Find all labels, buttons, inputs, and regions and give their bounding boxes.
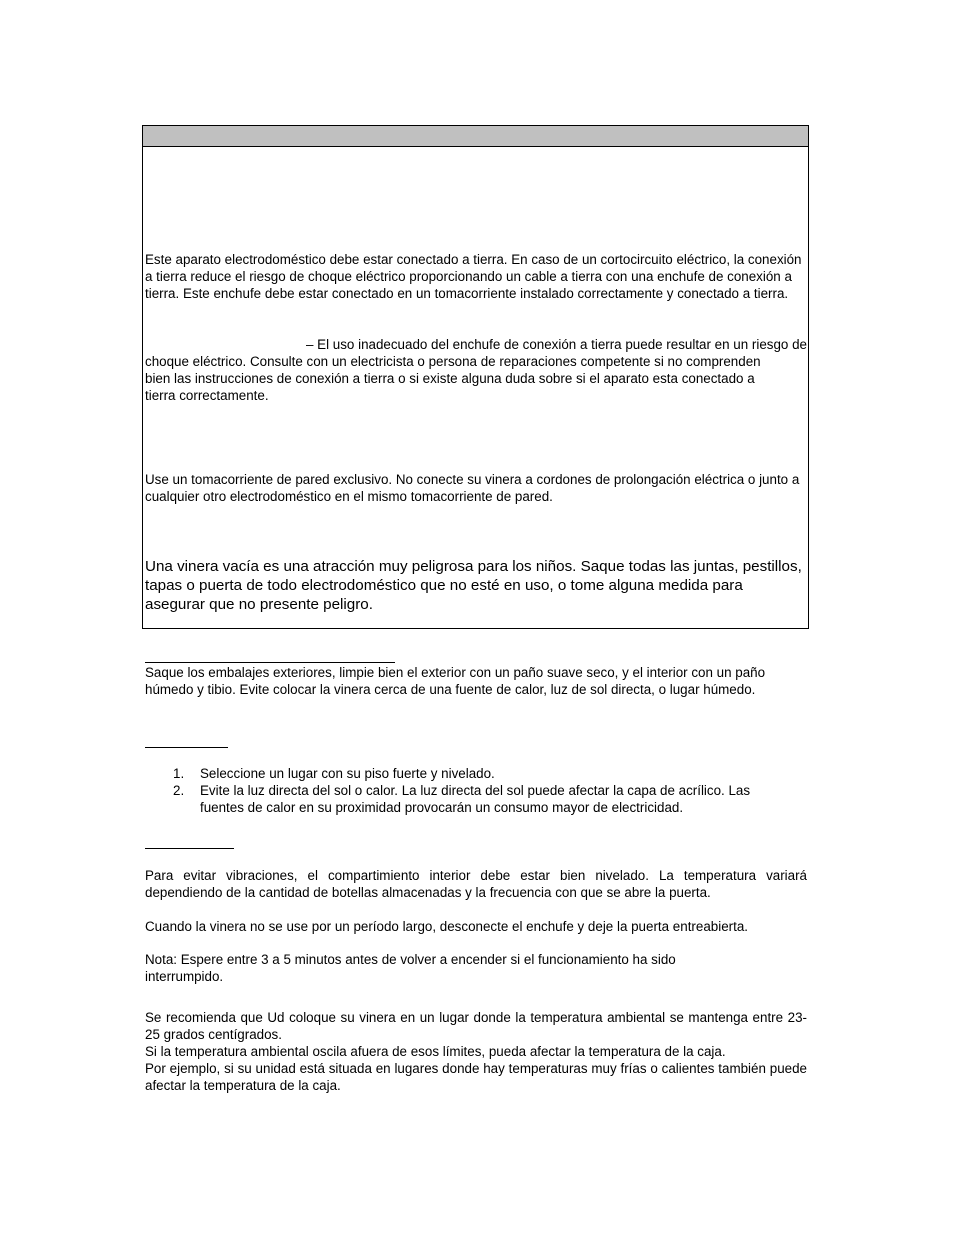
ambient-paragraph-1: Se recomienda que Ud coloque su vinera en un lugar donde la temperatura ambiental se mantenga entre 23-25 grados centígrados. (145, 1010, 807, 1042)
unpacking-paragraph: Saque los embalajes exteriores, limpie bien el exterior con un paño suave seco, y el interior con un paño húmedo y tibio. Evite colocar la vinera cerca de una fuente de calor, luz de sol directa, o lugar húmedo. (145, 665, 766, 697)
list-item-text: Seleccione un lugar con su piso fuerte y nivelado. (200, 766, 495, 781)
list-item-text: Evite la luz directa del sol o calor. La luz directa del sol puede afectar la capa de acrílico. Las fuentes de calor en su proximidad provocarán un consumo mayor de electricidad. (200, 782, 751, 815)
note-paragraph: Nota: Espere entre 3 a 5 minutos antes de volver a encender si el funcionamiento ha sido interrumpido. (145, 952, 676, 984)
list-item-number: 2. (173, 782, 185, 798)
ambient-paragraph-2: Si la temperatura ambiental oscila afuera de esos límites, pueda afectar la temperatura de la caja. (145, 1044, 726, 1059)
grounding-paragraph: Este aparato electrodoméstico debe estar conectado a tierra. En caso de un cortocircuito eléctrico, la conexión a tierra reduce el riesgo de choque eléctrico proporcionando un cable a tierra con una enchufe de conexión a tierra. Este enchufe debe estar conectado en un tomacorriente instalado correctamente y conectado a tierra. (145, 252, 802, 301)
outlet-paragraph: Use un tomacorriente de pared exclusivo. No conecte su vinera a cordones de prolongación eléctrica o junto a cualquier otro electrodoméstico en el mismo tomacorriente de pared. (145, 472, 800, 504)
safety-box-header (143, 126, 808, 147)
grounding-warning-paragraph: choque eléctrico. Consulte con un electricista o persona de reparaciones competente si no comprenden bien las instrucciones de conexión a tierra o si existe alguna duda sobre si el aparato esta conectado a tierra correctamente. (145, 354, 761, 403)
vibration-paragraph: Para evitar vibraciones, el compartimiento interior debe estar bien nivelado. La temperatura variará dependiendo de la cantidad de botellas almacenadas y la frecuencia con que se abre la puerta. (145, 868, 807, 900)
unpacking-heading-underline (145, 662, 395, 663)
unplug-paragraph: Cuando la vinera no se use por un período largo, desconecte el enchufe y deje la puerta entreabierta. (145, 919, 748, 934)
grounding-warning-line: – El uso inadecuado del enchufe de conexión a tierra puede resultar en un riesgo de (305, 337, 807, 352)
location-list (145, 766, 807, 816)
list-item (145, 766, 807, 783)
list-item (145, 783, 807, 817)
location-heading-underline (145, 747, 228, 748)
ambient-paragraph-3: Por ejemplo, si su unidad está situada en lugares donde hay temperaturas muy frías o calientes también puede afectar la temperatura de la caja. (145, 1061, 807, 1093)
operation-heading-underline (145, 848, 234, 849)
children-danger-paragraph: Una vinera vacía es una atracción muy peligrosa para los niños. Saque todas las juntas, pestillos, tapas o puerta de todo electrodoméstico que no esté en uso, o tome alguna medida para asegurar que no presente peligro. (145, 558, 802, 613)
list-item-number: 1. (173, 766, 185, 781)
